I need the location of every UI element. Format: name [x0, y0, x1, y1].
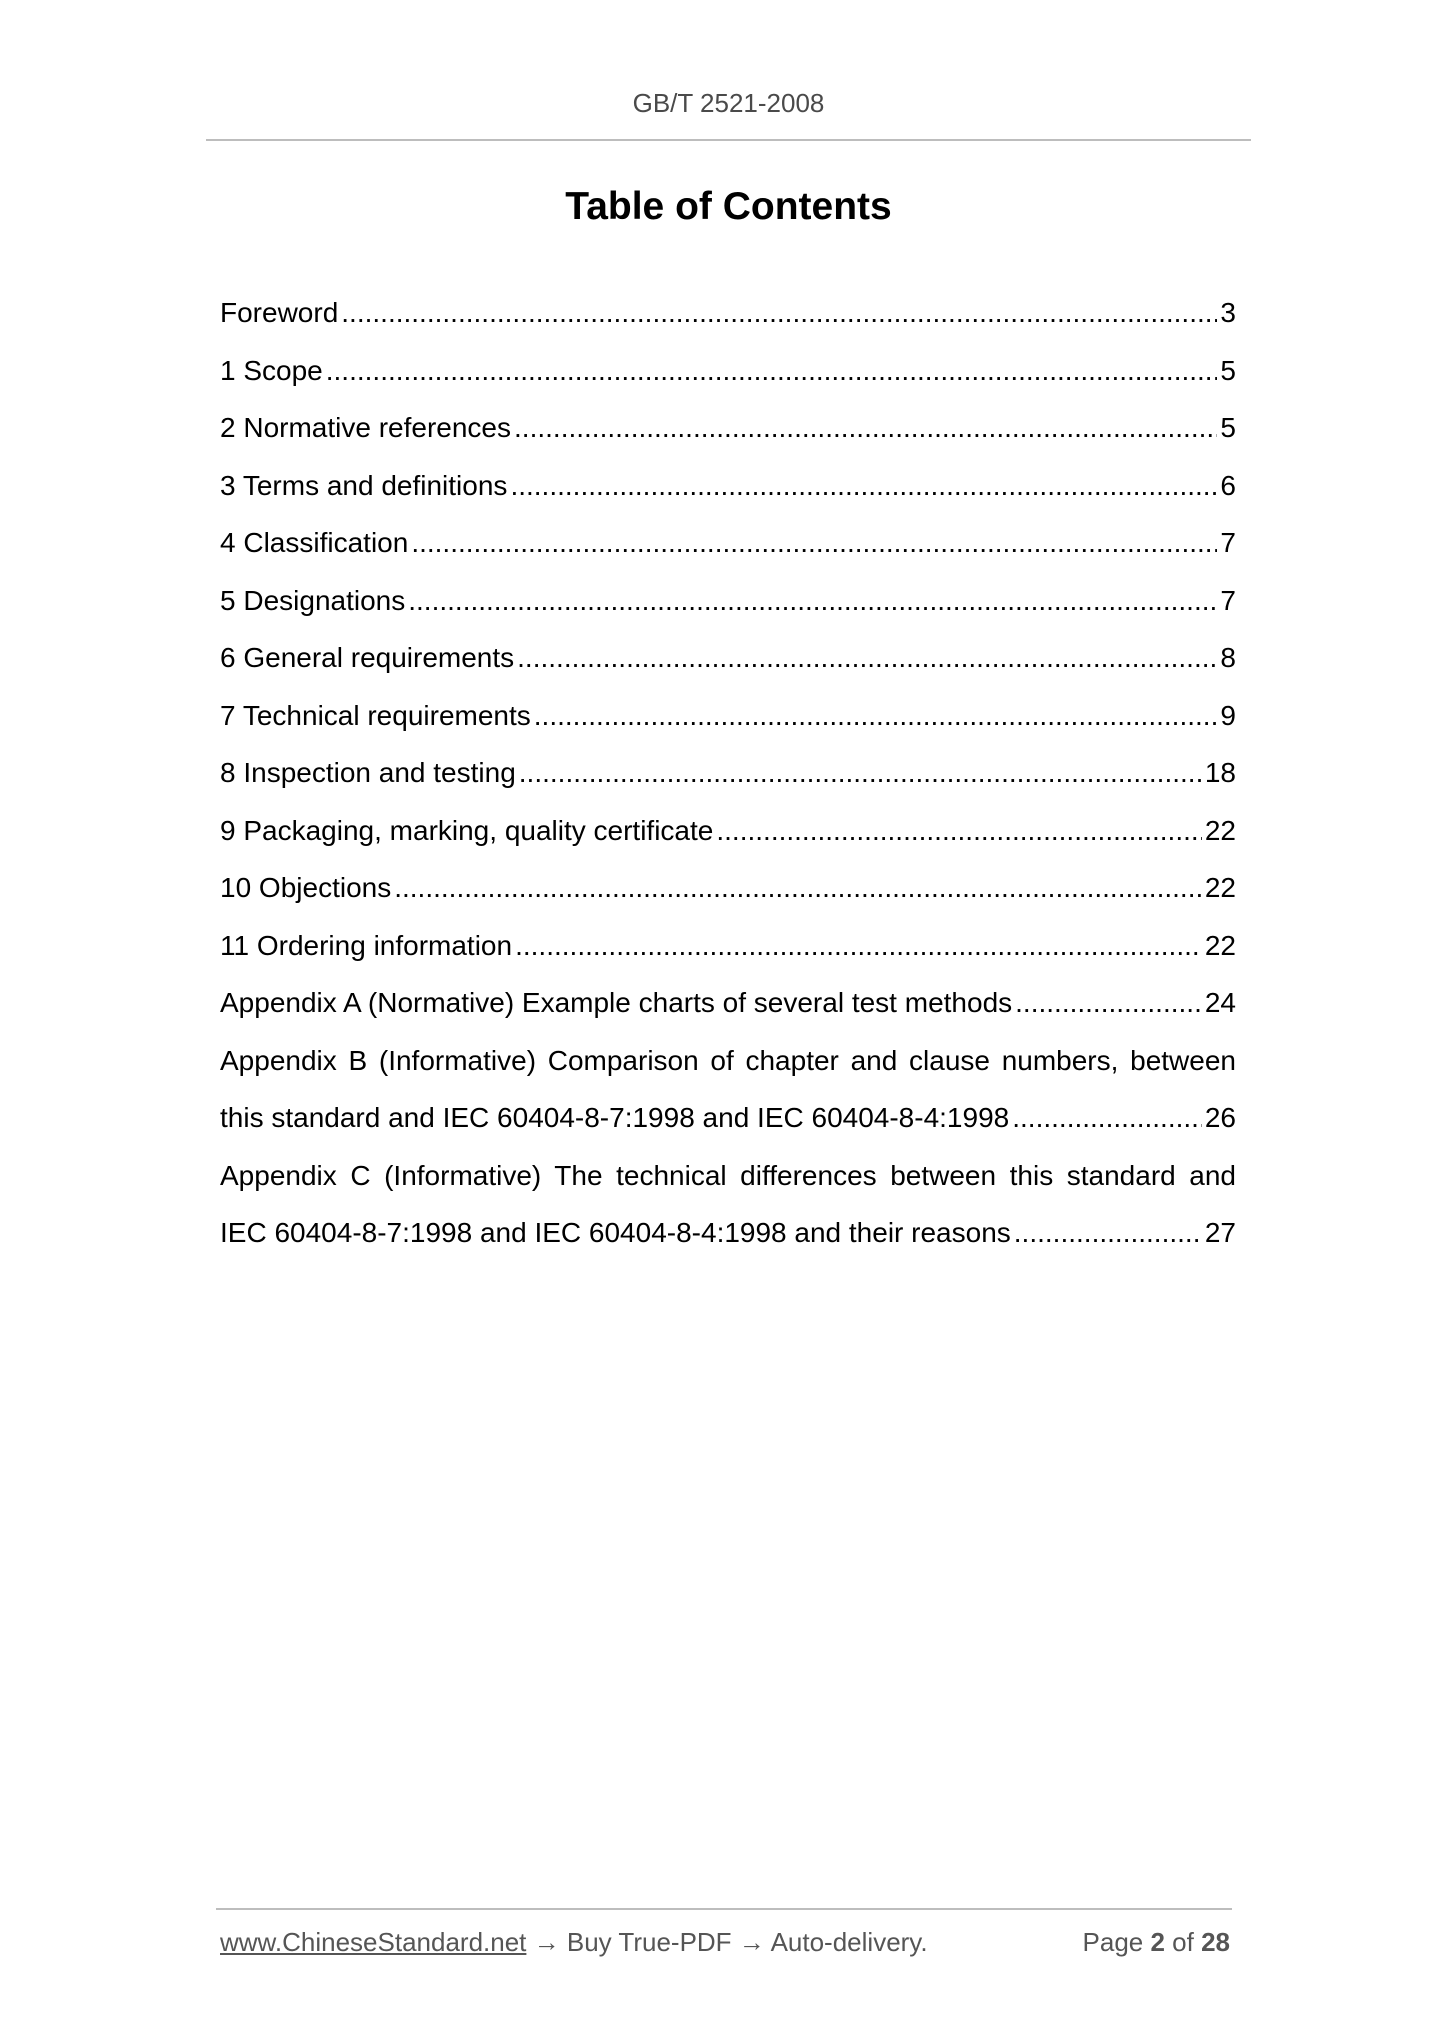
- toc-entry-page: 18: [1204, 757, 1236, 788]
- toc-leader-dots: [515, 926, 1202, 966]
- toc-entry-line2: [220, 1098, 1236, 1156]
- toc-entry-title: Foreword: [220, 297, 339, 328]
- toc-entry-packaging[interactable]: [220, 811, 1236, 869]
- toc-entry-page: 6: [1220, 469, 1236, 501]
- toc-leader-dots: [716, 811, 1201, 851]
- toc-entry-classification[interactable]: [220, 523, 1236, 581]
- document-code-header: GB/T 2521-2008: [632, 88, 825, 118]
- toc-entry-page: 26: [1204, 1102, 1236, 1133]
- toc-entry-terms-definitions[interactable]: [220, 466, 1236, 524]
- toc-entry-title: 6 General requirements: [220, 642, 515, 673]
- toc-leader-dots: [517, 638, 1217, 678]
- toc-entry-normative-references[interactable]: [220, 408, 1236, 466]
- toc-entry-page: 22: [1204, 814, 1236, 846]
- page-indicator: [1083, 1927, 1230, 1958]
- toc-entry-title: 3 Terms and definitions: [220, 469, 508, 501]
- toc-leader-dots: [394, 868, 1202, 908]
- toc-entry-page: 5: [1220, 354, 1236, 386]
- toc-entry-appendix-c[interactable]: [220, 1156, 1236, 1271]
- header-divider: [206, 139, 1251, 141]
- page-current: 2: [1150, 1927, 1165, 1957]
- toc-entry-line2: [220, 1213, 1236, 1271]
- toc-entry-inspection-testing[interactable]: [220, 753, 1236, 811]
- toc-leader-dots: [411, 523, 1217, 563]
- toc-entry-general-requirements[interactable]: [220, 638, 1236, 696]
- toc-entry-title-line2: this standard and IEC 60404-8-7:1998 and IEC 60404-8-4:1998: [220, 1102, 1010, 1133]
- toc-entry-title: Appendix A (Normative) Example charts of several test methods: [220, 987, 1013, 1018]
- toc-entry-page: 5: [1220, 412, 1236, 443]
- toc-leader-dots: [514, 408, 1217, 448]
- toc-entry-page: 27: [1204, 1217, 1236, 1248]
- toc-entry-title: 8 Inspection and testing: [220, 757, 516, 788]
- website-link[interactable]: www.ChineseStandard.net: [220, 1927, 527, 1957]
- toc-leader-dots: [326, 351, 1218, 391]
- toc-entry-ordering-information[interactable]: [220, 926, 1236, 984]
- table-of-contents: [220, 293, 1236, 1271]
- toc-entry-title: 2 Normative references: [220, 412, 512, 443]
- toc-entry-title: 10 Objections: [220, 872, 392, 903]
- page-title: Table of Contents: [565, 185, 892, 228]
- toc-entry-foreword[interactable]: [220, 293, 1236, 351]
- toc-entry-appendix-a[interactable]: [220, 983, 1236, 1041]
- toc-entry-technical-requirements[interactable]: [220, 696, 1236, 754]
- toc-entry-title-line1: Appendix B (Informative) Comparison of chapter and clause numbers, between: [220, 1044, 1236, 1076]
- toc-entry-scope[interactable]: [220, 351, 1236, 409]
- toc-entry-page: 9: [1220, 699, 1236, 731]
- toc-leader-dots: [1015, 983, 1202, 1023]
- toc-entry-page: 8: [1220, 642, 1236, 673]
- footer-promo-text: → Buy True-PDF → Auto-delivery.: [526, 1927, 928, 1957]
- toc-leader-dots: [534, 696, 1218, 736]
- toc-leader-dots: [1012, 1098, 1202, 1138]
- toc-leader-dots: [1014, 1213, 1202, 1253]
- toc-leader-dots: [408, 581, 1217, 621]
- toc-entry-page: 3: [1220, 297, 1236, 328]
- page-footer: [220, 1927, 1230, 1958]
- toc-entry-title-line1: Appendix C (Informative) The technical differences between this standard and: [220, 1159, 1236, 1191]
- toc-entry-title: 1 Scope: [220, 354, 323, 386]
- page-total: 28: [1201, 1927, 1230, 1957]
- toc-entry-page: 24: [1204, 987, 1236, 1018]
- toc-leader-dots: [510, 466, 1217, 506]
- toc-entry-title: 4 Classification: [220, 527, 409, 558]
- toc-entry-page: 7: [1220, 527, 1236, 558]
- toc-entry-appendix-b[interactable]: [220, 1041, 1236, 1156]
- toc-entry-page: 7: [1220, 584, 1236, 616]
- footer-divider: [216, 1908, 1232, 1910]
- toc-leader-dots: [341, 293, 1217, 333]
- toc-leader-dots: [519, 753, 1202, 793]
- toc-entry-objections[interactable]: [220, 868, 1236, 926]
- page-prefix: Page: [1082, 1927, 1151, 1957]
- page-mid: of: [1164, 1927, 1202, 1957]
- toc-entry-title: 7 Technical requirements: [220, 699, 531, 731]
- toc-entry-designations[interactable]: [220, 581, 1236, 639]
- toc-entry-page: 22: [1204, 872, 1236, 903]
- toc-entry-title-line2: IEC 60404-8-7:1998 and IEC 60404-8-4:1998 and their reasons: [220, 1217, 1011, 1248]
- toc-entry-title: 5 Designations: [220, 584, 406, 616]
- footer-promo: [220, 1927, 928, 1958]
- toc-entry-title: 9 Packaging, marking, quality certificate: [220, 814, 714, 846]
- toc-entry-title: 11 Ordering information: [220, 929, 513, 961]
- toc-entry-page: 22: [1204, 929, 1236, 961]
